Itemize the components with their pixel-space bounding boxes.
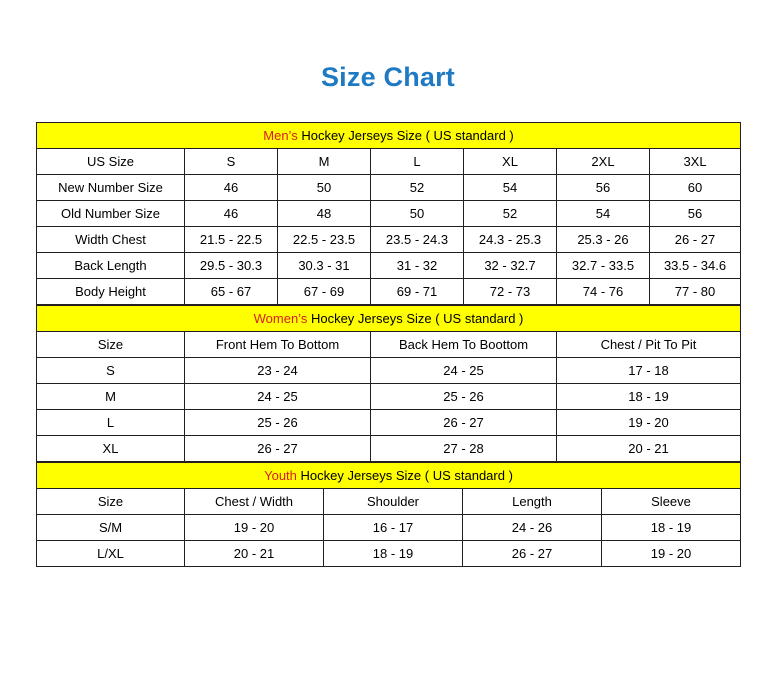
mens-col-5: 2XL xyxy=(557,149,650,175)
womens-row-2-cell-1: 26 - 27 xyxy=(371,410,557,436)
youth-size-table xyxy=(36,462,741,567)
womens-row-3-cell-1: 27 - 28 xyxy=(371,436,557,462)
mens-row-4-cell-3: 72 - 73 xyxy=(464,279,557,305)
mens-row-4-label: Body Height xyxy=(37,279,185,305)
womens-col-0: Size xyxy=(37,332,185,358)
womens-row-2-cell-2: 19 - 20 xyxy=(557,410,741,436)
page-title: Size Chart xyxy=(320,62,456,92)
mens-row-1-cell-2: 50 xyxy=(371,201,464,227)
mens-col-0: US Size xyxy=(37,149,185,175)
mens-row-1-cell-4: 54 xyxy=(557,201,650,227)
mens-row-3-cell-0: 29.5 - 30.3 xyxy=(185,253,278,279)
womens-section-header xyxy=(37,306,741,332)
mens-row-3-cell-5: 33.5 - 34.6 xyxy=(650,253,741,279)
womens-row-1-cell-0: 24 - 25 xyxy=(185,384,371,410)
table-row xyxy=(37,410,741,436)
youth-row-0-cell-2: 24 - 26 xyxy=(463,515,602,541)
table-row xyxy=(37,253,741,279)
table-row xyxy=(37,384,741,410)
youth-row-1-cell-0: 20 - 21 xyxy=(185,541,324,567)
mens-section-header-row xyxy=(37,123,741,149)
mens-row-1-cell-3: 52 xyxy=(464,201,557,227)
womens-col-3: Chest / Pit To Pit xyxy=(557,332,741,358)
mens-row-2-cell-5: 26 - 27 xyxy=(650,227,741,253)
mens-col-3: L xyxy=(371,149,464,175)
womens-row-1-cell-2: 18 - 19 xyxy=(557,384,741,410)
youth-row-1-cell-3: 19 - 20 xyxy=(602,541,741,567)
mens-column-header-row xyxy=(37,149,741,175)
mens-row-0-cell-0: 46 xyxy=(185,175,278,201)
size-chart-tables xyxy=(36,122,740,567)
youth-row-1-cell-1: 18 - 19 xyxy=(324,541,463,567)
mens-section-rest-text: Hockey Jerseys Size ( US standard ) xyxy=(297,128,514,143)
womens-row-3-label: XL xyxy=(37,436,185,462)
youth-section-accent-text: Youth xyxy=(264,468,297,483)
mens-row-1-label: Old Number Size xyxy=(37,201,185,227)
youth-section-header xyxy=(37,463,741,489)
mens-row-2-label: Width Chest xyxy=(37,227,185,253)
mens-row-3-cell-1: 30.3 - 31 xyxy=(278,253,371,279)
mens-row-0-cell-1: 50 xyxy=(278,175,371,201)
womens-row-0-cell-0: 23 - 24 xyxy=(185,358,371,384)
table-row xyxy=(37,358,741,384)
mens-row-4-cell-5: 77 - 80 xyxy=(650,279,741,305)
womens-row-1-cell-1: 25 - 26 xyxy=(371,384,557,410)
youth-col-2: Shoulder xyxy=(324,489,463,515)
womens-col-1: Front Hem To Bottom xyxy=(185,332,371,358)
womens-row-0-label: S xyxy=(37,358,185,384)
youth-column-header-row xyxy=(37,489,741,515)
mens-row-0-label: New Number Size xyxy=(37,175,185,201)
womens-section-rest-text: Hockey Jerseys Size ( US standard ) xyxy=(307,311,524,326)
mens-row-2-cell-1: 22.5 - 23.5 xyxy=(278,227,371,253)
table-row xyxy=(37,201,741,227)
mens-row-1-cell-5: 56 xyxy=(650,201,741,227)
womens-row-2-cell-0: 25 - 26 xyxy=(185,410,371,436)
womens-section-accent-text: Women’s xyxy=(253,311,308,326)
womens-row-3-cell-2: 20 - 21 xyxy=(557,436,741,462)
mens-row-1-cell-0: 46 xyxy=(185,201,278,227)
womens-col-2: Back Hem To Boottom xyxy=(371,332,557,358)
youth-col-3: Length xyxy=(463,489,602,515)
womens-row-1-label: M xyxy=(37,384,185,410)
mens-col-6: 3XL xyxy=(650,149,741,175)
mens-row-3-cell-3: 32 - 32.7 xyxy=(464,253,557,279)
mens-row-4-cell-4: 74 - 76 xyxy=(557,279,650,305)
youth-section-rest-text: Hockey Jerseys Size ( US standard ) xyxy=(296,468,513,483)
mens-row-0-cell-4: 56 xyxy=(557,175,650,201)
mens-col-2: M xyxy=(278,149,371,175)
table-row xyxy=(37,515,741,541)
mens-row-3-cell-4: 32.7 - 33.5 xyxy=(557,253,650,279)
youth-section-header-row xyxy=(37,463,741,489)
mens-row-1-cell-1: 48 xyxy=(278,201,371,227)
mens-row-2-cell-2: 23.5 - 24.3 xyxy=(371,227,464,253)
table-row xyxy=(37,227,741,253)
mens-row-0-cell-3: 54 xyxy=(464,175,557,201)
womens-section-header-row xyxy=(37,306,741,332)
youth-row-0-cell-3: 18 - 19 xyxy=(602,515,741,541)
table-row xyxy=(37,541,741,567)
womens-row-0-cell-2: 17 - 18 xyxy=(557,358,741,384)
mens-row-2-cell-0: 21.5 - 22.5 xyxy=(185,227,278,253)
mens-section-accent-text: Men’s xyxy=(263,128,298,143)
youth-row-0-label: S/M xyxy=(37,515,185,541)
mens-row-3-label: Back Length xyxy=(37,253,185,279)
youth-row-1-cell-2: 26 - 27 xyxy=(463,541,602,567)
mens-section-header xyxy=(37,123,741,149)
womens-row-0-cell-1: 24 - 25 xyxy=(371,358,557,384)
mens-row-2-cell-3: 24.3 - 25.3 xyxy=(464,227,557,253)
mens-row-0-cell-2: 52 xyxy=(371,175,464,201)
table-row xyxy=(37,279,741,305)
youth-row-0-cell-1: 16 - 17 xyxy=(324,515,463,541)
womens-row-3-cell-0: 26 - 27 xyxy=(185,436,371,462)
youth-col-4: Sleeve xyxy=(602,489,741,515)
mens-size-table xyxy=(36,122,741,305)
mens-row-4-cell-1: 67 - 69 xyxy=(278,279,371,305)
mens-row-2-cell-4: 25.3 - 26 xyxy=(557,227,650,253)
youth-row-1-label: L/XL xyxy=(37,541,185,567)
womens-row-2-label: L xyxy=(37,410,185,436)
womens-size-table xyxy=(36,305,741,462)
table-row xyxy=(37,175,741,201)
mens-row-4-cell-2: 69 - 71 xyxy=(371,279,464,305)
youth-col-1: Chest / Width xyxy=(185,489,324,515)
mens-col-1: S xyxy=(185,149,278,175)
youth-row-0-cell-0: 19 - 20 xyxy=(185,515,324,541)
mens-row-3-cell-2: 31 - 32 xyxy=(371,253,464,279)
mens-row-0-cell-5: 60 xyxy=(650,175,741,201)
mens-row-4-cell-0: 65 - 67 xyxy=(185,279,278,305)
youth-col-0: Size xyxy=(37,489,185,515)
table-row xyxy=(37,436,741,462)
womens-column-header-row xyxy=(37,332,741,358)
mens-col-4: XL xyxy=(464,149,557,175)
